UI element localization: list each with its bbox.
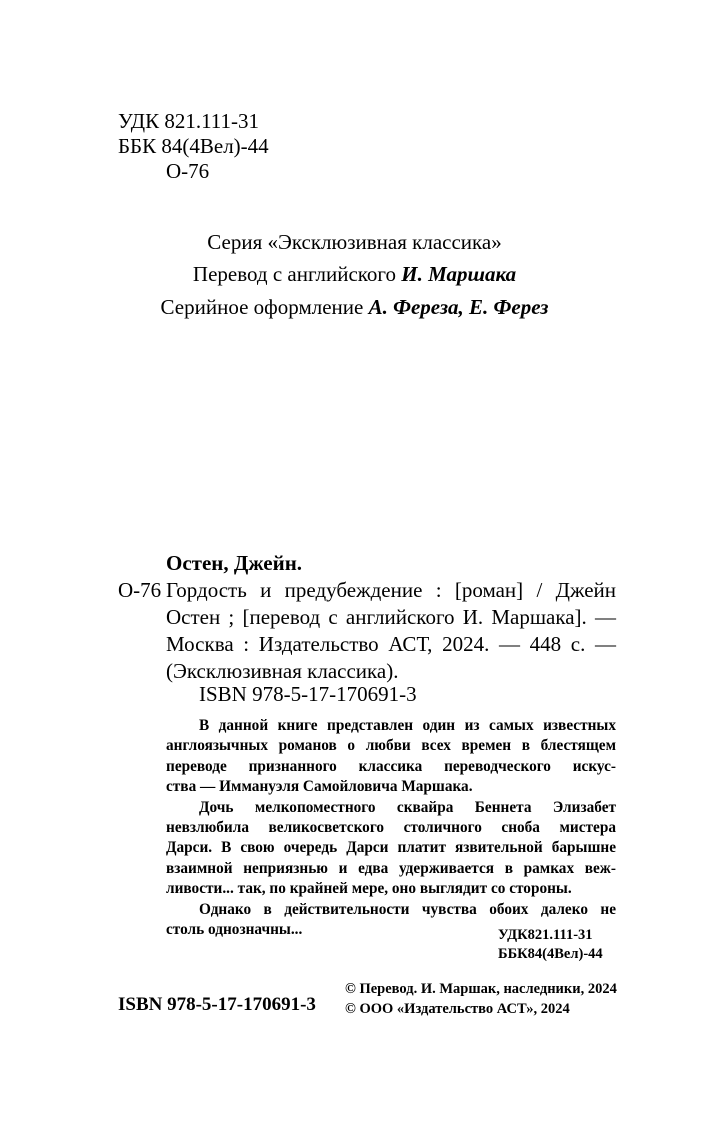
series-line: Серия «Эксклюзивная классика»	[207, 230, 502, 254]
design-line	[0, 294, 709, 320]
annotation-line: англоязычных романов о любви всех времен в блестящем	[166, 737, 616, 755]
bib-line: Остен ; [перевод с английского И. Маршака]. —	[166, 605, 616, 629]
translation-line	[0, 261, 709, 287]
translator-name: И. Маршака	[401, 262, 517, 286]
annotation-line: В данной книге представлен один из самых известных	[199, 717, 616, 734]
bib-mark: О-76	[118, 578, 162, 602]
bbk-code: ББК 84(4Вел)-44	[118, 134, 269, 158]
design-prefix: Серийное оформление	[160, 295, 369, 319]
bib-record	[166, 577, 616, 685]
annotation-line: Однако в действительности чувства обоих далеко не	[199, 900, 616, 918]
bbk-code-short: ББК84(4Вел)-44	[498, 946, 603, 962]
copyright-translation: © Перевод. И. Маршак, наследники, 2024	[345, 981, 617, 997]
bib-line: (Эксклюзивная классика).	[166, 659, 399, 683]
copyright-publisher: © ООО «Издательство АСТ», 2024	[345, 1001, 570, 1017]
annotation	[166, 716, 616, 940]
annotation-line: переводе признанного классика переводческого искус-	[166, 757, 616, 775]
annotation-line: ливости... так, по крайней мере, оно выглядит со стороны.	[166, 880, 572, 898]
bib-author: Остен, Джейн.	[166, 551, 303, 575]
designer-names: А. Фереза, Е. Ферез	[368, 295, 549, 319]
annotation-line: невзлюбила великосветского столичного сноба мистера	[166, 819, 616, 837]
annotation-line: ства — Иммануэля Самойловича Маршака.	[166, 778, 473, 796]
annotation-line: взаимной неприязнью и едва удерживается в рамках веж-	[166, 859, 616, 877]
footer-isbn: ISBN 978-5-17-170691-3	[118, 994, 316, 1015]
bib-isbn: ISBN 978-5-17-170691-3	[199, 682, 417, 706]
bib-line: Гордость и предубеждение : [роман] / Джейн	[166, 578, 616, 602]
annotation-line: Дочь мелкопоместного сквайра Беннета Элизабет	[199, 798, 616, 816]
translation-prefix: Перевод с английского	[192, 262, 402, 286]
annotation-line: Дарси. В свою очередь Дарси платит язвительной барышне	[166, 839, 616, 857]
bib-line: Москва : Издательство АСТ, 2024. — 448 с. —	[166, 632, 616, 656]
author-mark: О-76	[166, 159, 210, 183]
udk-code-short: УДК821.111-31	[498, 927, 593, 943]
udk-code: УДК 821.111-31	[118, 109, 260, 133]
annotation-line: столь однозначны...	[166, 921, 303, 939]
